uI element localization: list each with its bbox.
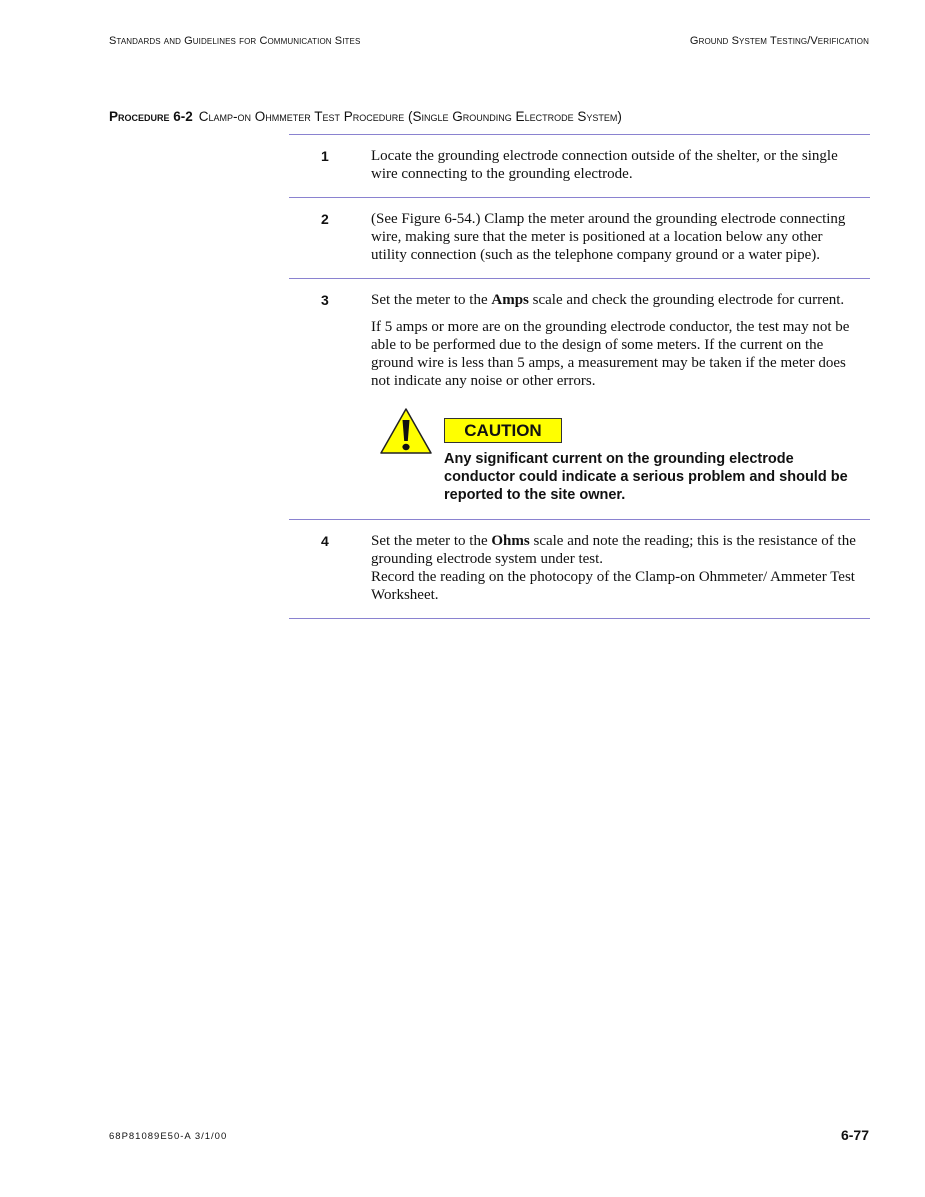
- step-number: 1: [321, 148, 329, 164]
- step-text-pre: Set the meter to the: [371, 533, 492, 549]
- amps-term: Amps: [491, 292, 529, 308]
- step-text-record: Record the reading on the photocopy of the Clamp-on Ohmmeter/ Ammeter Test Worksheet.: [371, 569, 855, 603]
- caution-box: [371, 407, 860, 505]
- procedure-label: Procedure 6-2: [109, 109, 193, 124]
- ohms-term: Ohms: [491, 533, 530, 549]
- warning-triangle-icon: [379, 407, 433, 455]
- step-number: 2: [321, 211, 329, 227]
- procedure-steps: [289, 134, 870, 619]
- procedure-name: Clamp-on Ohmmeter Test Procedure (Single Grounding Electrode System): [198, 109, 622, 124]
- step-number: 3: [321, 292, 329, 308]
- step-1: [289, 135, 870, 198]
- step-paragraph: If 5 amps or more are on the grounding electrode conductor, the test may not be able to be performed due to the design of some meters. If the current on the ground wire is less than 5 amps, a measurement may be taken if the meter does not indicate any noise or other errors.: [371, 319, 850, 389]
- caution-label: CAUTION: [444, 418, 562, 443]
- running-header-left: Standards and Guidelines for Communication Sites: [109, 35, 361, 47]
- caution-text: Any significant current on the grounding electrode conductor could indicate a serious problem and should be reported to the site owner.: [444, 451, 848, 503]
- step-3: [289, 279, 870, 520]
- step-2: [289, 198, 870, 279]
- step-4: [289, 520, 870, 619]
- footer-page-number: 6-77: [840, 1127, 869, 1143]
- step-number: 4: [321, 533, 329, 549]
- procedure-title: [109, 109, 622, 124]
- step-text-post: scale and note the reading; this is the resistance of the grounding electrode system under test.: [371, 533, 856, 567]
- running-header-right: Ground System Testing/Verification: [689, 35, 869, 47]
- step-text-pre: Set the meter to the: [371, 292, 492, 308]
- footer-document-id: 68P81089E50-A 3/1/00: [109, 1131, 228, 1142]
- step-text: Locate the grounding electrode connection outside of the shelter, or the single wire connecting to the grounding electrode.: [371, 148, 838, 182]
- step-text-post: scale and check the grounding electrode for current.: [528, 292, 845, 308]
- step-text: [371, 291, 860, 309]
- step-text: [371, 532, 860, 604]
- step-text: (See Figure 6-54.) Clamp the meter around the grounding electrode connecting wire, making sure that the meter is positioned at a location below any other utility connection (such as the telephone company ground or a water pipe).: [371, 211, 846, 263]
